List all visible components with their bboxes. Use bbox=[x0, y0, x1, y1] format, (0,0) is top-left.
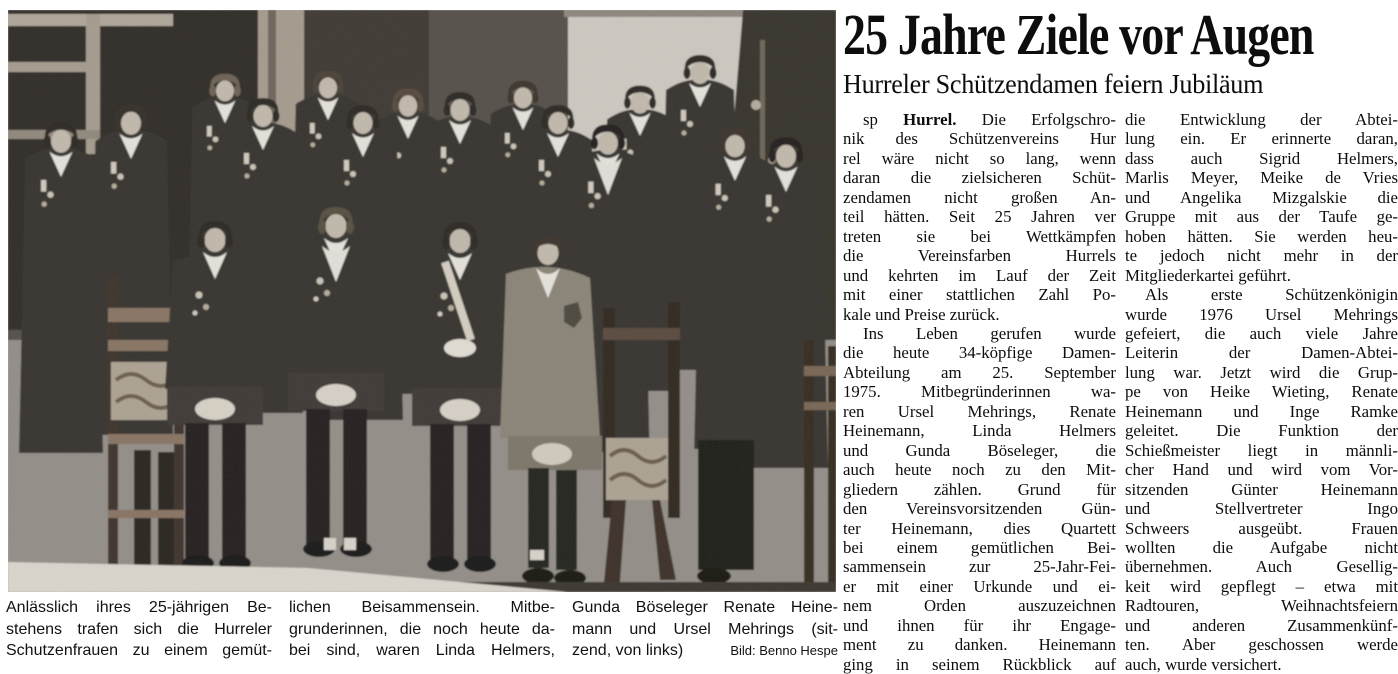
text-line: Mitgliederkartei geführt. bbox=[1125, 265, 1291, 285]
text-line: auch, wurde versichert. bbox=[1125, 654, 1282, 674]
text-line: Schießmeister liegt in männli- bbox=[1125, 440, 1398, 460]
lead-line bbox=[843, 110, 1116, 129]
text-line: Anlässlich ihres 25-jährigen Be- bbox=[6, 599, 272, 616]
text-line: Als erste Schützenkönigin bbox=[1145, 285, 1398, 305]
lead-text: Die Erfolgschro- bbox=[956, 110, 1116, 129]
text-line: dass auch Sigrid Helmers, bbox=[1125, 148, 1398, 168]
text-line: wollten die Aufgabe nicht bbox=[1125, 537, 1398, 557]
text-line: Ins Leben gerufen wurde bbox=[863, 323, 1116, 343]
text-line: mit einer stattlichen Zahl Po- bbox=[843, 285, 1116, 305]
text-line: und ihnen für ihr Engage- bbox=[843, 615, 1116, 635]
text-line: zendamen nicht großen An- bbox=[843, 187, 1116, 207]
text-line: ging in seinem Rückblick auf bbox=[843, 654, 1116, 674]
article-body bbox=[843, 110, 1398, 674]
headline: 25 Jahre Ziele vor Augen bbox=[843, 2, 1314, 67]
text-line: er mit einer Urkunde und ei- bbox=[843, 576, 1116, 596]
text-line: bei sind, waren Linda Helmers, bbox=[289, 642, 555, 659]
text-line: und anderen Zusammenkünf- bbox=[1125, 615, 1398, 635]
text-line: geleitet. Die Funktion der bbox=[1125, 421, 1398, 441]
text-line: grunderinnen, die noch heute da- bbox=[289, 620, 555, 638]
text-line: nik des Schützenvereins Hur bbox=[843, 129, 1116, 149]
text-line: lung ein. Er erinnerte daran, bbox=[1125, 129, 1398, 149]
text-line: kale und Preise zurück. bbox=[843, 304, 1000, 324]
text-line: wurde 1976 Ursel Mehrings bbox=[1125, 304, 1398, 324]
text-line: die heute 34-köpfige Damen- bbox=[843, 343, 1116, 363]
news-photo bbox=[8, 10, 836, 592]
text-line: sitzenden Günter Heinemann bbox=[1125, 479, 1398, 499]
text-line: den Vereinsvorsitzenden Gün- bbox=[843, 499, 1116, 519]
text-line: und Angelika Mizgalskie die bbox=[1125, 187, 1398, 207]
article-column-2 bbox=[1125, 110, 1398, 674]
text-line: Abteilung am 25. September bbox=[843, 362, 1116, 382]
text-line: Schweers ausgeübt. Frauen bbox=[1125, 518, 1398, 538]
text-line: und Stellvertreter Ingo bbox=[1125, 499, 1398, 519]
text-line: Heinemann und Inge Ramke bbox=[1125, 401, 1398, 421]
text-line: cher Hand und wird vom Vor- bbox=[1125, 460, 1398, 480]
text-line: lung war. Jetzt wird die Grup- bbox=[1125, 362, 1398, 382]
photo-credit: Bild: Benno Hespe bbox=[730, 643, 838, 658]
text-line: hoben hätten. Sie werden heu- bbox=[1125, 226, 1398, 246]
text-line: Marlis Meyer, Meike de Vries bbox=[1125, 168, 1398, 188]
dateline: Hurrel. bbox=[903, 110, 957, 129]
text-line: treten sie bei Wettkämpfen bbox=[843, 226, 1116, 246]
text-line: pe von Heike Wieting, Renate bbox=[1125, 382, 1398, 402]
article-column-1 bbox=[843, 110, 1116, 674]
text-line: gefeiert, die auch viele Jahre bbox=[1125, 323, 1398, 343]
text-line: übernehmen. Auch Gesellig- bbox=[1125, 557, 1398, 577]
byline-prefix: sp bbox=[863, 110, 904, 129]
group-photo-illustration bbox=[8, 10, 836, 592]
caption-column-2 bbox=[289, 597, 555, 662]
text-line: bei einem gemütlichen Bei- bbox=[843, 537, 1116, 557]
text-line: keit wird gepflegt – etwa mit bbox=[1125, 576, 1398, 596]
text-line: Radtouren, Weihnachtsfeiern bbox=[1125, 596, 1398, 616]
text-line: rel wäre nicht so lang, wenn bbox=[843, 148, 1116, 168]
text-line: und kehrten im Lauf der Zeit bbox=[843, 265, 1116, 285]
text-line: Leiterin der Damen-Abtei- bbox=[1125, 343, 1398, 363]
text-line: Gruppe mit aus der Taufe ge- bbox=[1125, 207, 1398, 227]
text-line: und Gunda Böseleger, die bbox=[843, 440, 1116, 460]
text-line: gliedern zählen. Grund für bbox=[843, 479, 1116, 499]
text-line: die Vereinsfarben Hurrels bbox=[843, 246, 1116, 266]
caption-text: zend, von links) bbox=[572, 642, 684, 659]
caption-column-3 bbox=[572, 597, 838, 662]
text-line: mann und Ursel Mehrings (sit- bbox=[572, 620, 838, 638]
caption-column-1 bbox=[6, 597, 272, 662]
text-line: Heinemann, Linda Helmers bbox=[843, 421, 1116, 441]
text-line: 1975. Mitbegründerinnen wa- bbox=[843, 382, 1116, 402]
text-line: teil hätten. Seit 25 Jahren ver bbox=[843, 207, 1116, 227]
text-line: Gunda Böseleger Renate Heine- bbox=[572, 599, 838, 616]
text-line: Schutzenfrauen zu einem gemüt- bbox=[6, 642, 272, 659]
photo-caption bbox=[6, 597, 838, 662]
text-line: ter Heinemann, dies Quartett bbox=[843, 518, 1116, 538]
text-line: lichen Beisammensein. Mitbe- bbox=[289, 599, 555, 616]
caption-last-line bbox=[572, 640, 838, 662]
text-line: daran die zielsicheren Schüt- bbox=[843, 168, 1116, 188]
text-line: sammensein zur 25-Jahr-Fei- bbox=[843, 557, 1116, 577]
text-line: ren Ursel Mehrings, Renate bbox=[843, 401, 1116, 421]
text-line: auch heute noch zu den Mit- bbox=[843, 460, 1116, 480]
text-line: te jedoch nicht mehr in der bbox=[1125, 246, 1398, 266]
film-grain-highlight bbox=[8, 10, 836, 592]
subheadline: Hurreler Schützendamen feiern Jubiläum bbox=[843, 69, 1264, 99]
text-line: nem Orden auszuzeichnen bbox=[843, 596, 1116, 616]
text-line: die Entwicklung der Abtei- bbox=[1125, 110, 1398, 129]
text-line: ten. Aber geschossen werde bbox=[1125, 635, 1398, 655]
text-line: ment zu danken. Heinemann bbox=[843, 635, 1116, 655]
text-line: stehens trafen sich die Hurreler bbox=[6, 620, 272, 638]
article bbox=[843, 4, 1398, 674]
